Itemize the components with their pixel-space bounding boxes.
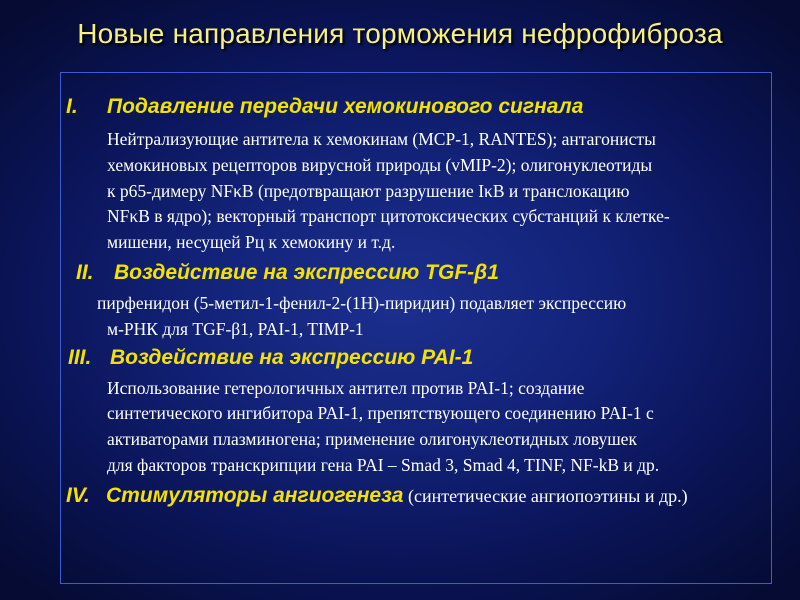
section-2-title: Воздействие на экспрессию TGF-β1 [114,261,499,284]
section-4-heading [66,484,688,508]
section-2-line-1: пирфенидон (5-метил-1-фенил-2-(1H)-пиридин) подавляет экспрессию [97,293,627,313]
section-2-line-2: м-РНК для TGF-β1, PAI-1, TIMP-1 [107,319,364,339]
section-3-line-3: активаторами плазминогена; применение олигонуклеотидных ловушек [107,429,637,449]
section-3-line-2: синтетического ингибитора PAI-1, препятствующего соединению PAI-1 с [107,403,654,423]
section-3-line-1: Использование гетерологичных антител против PAI-1; создание [107,378,585,398]
section-1-line-4: NFκB в ядро); векторный транспорт цитотоксических субстанций к клетке- [107,206,670,226]
section-1-line-1: Нейтрализующие антитела к хемокинам (MCP-1, RANTES); антагонисты [107,129,656,149]
section-1-numeral: I. [66,95,78,118]
section-4-note: (синтетические ангиопоэтины и др.) [403,486,688,506]
section-1-title: Подавление передачи хемокинового сигнала [107,95,584,118]
slide-title: Новые направления торможения нефрофиброза [77,18,723,49]
section-2-numeral: II. [76,261,94,284]
section-3-heading [68,346,473,370]
section-3-title: Воздействие на экспрессию PAI-1 [110,346,474,369]
section-2-heading [76,261,499,285]
section-3-numeral: III. [68,346,92,369]
section-1-line-5: мишени, несущей Рц к хемокину и т.д. [107,232,396,252]
section-1-line-2: хемокиновых рецепторов вирусной природы (vMIP-2); олигонуклеотиды [107,155,653,175]
section-1-heading [66,95,583,119]
section-4-title: Стимуляторы ангиогенеза [106,484,404,507]
section-4-numeral: IV. [66,484,90,507]
section-1-line-3: к p65-димеру NFκB (предотвращают разрушение IκB и транслокацию [107,181,630,201]
section-3-line-4: для факторов транскрипции гена PAI – Smad 3, Smad 4, TINF, NF-kB и др. [107,455,660,475]
